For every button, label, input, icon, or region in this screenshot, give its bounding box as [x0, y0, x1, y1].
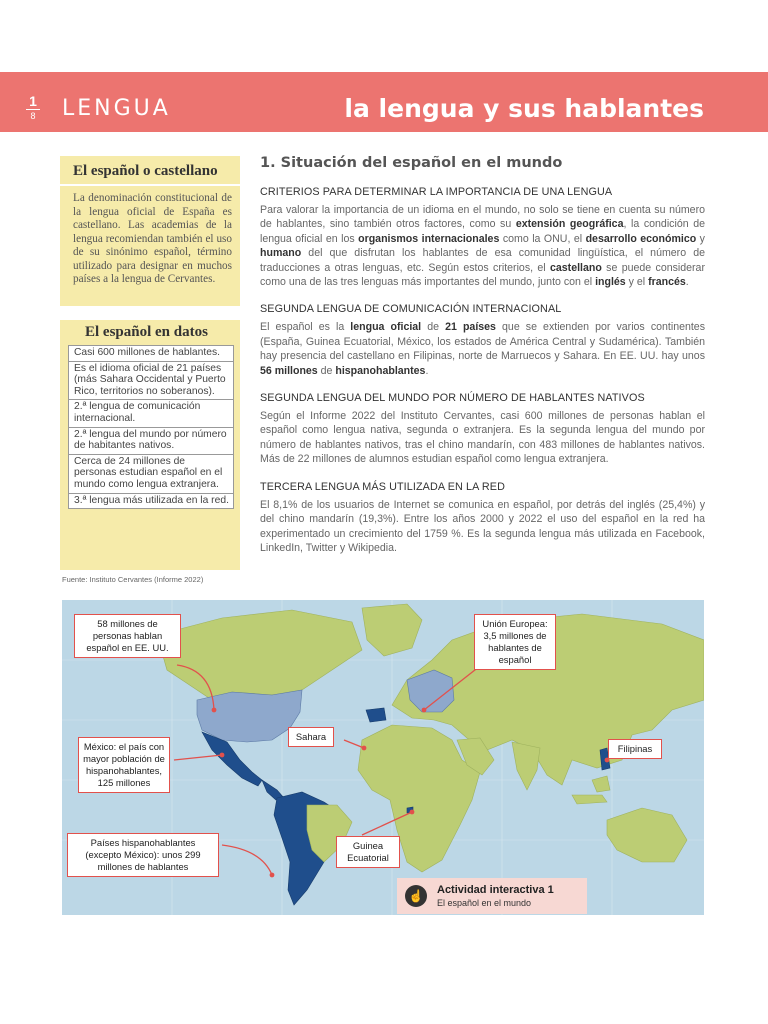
callout-sahara: Sahara [288, 727, 334, 747]
source-note: Fuente: Instituto Cervantes (Informe 2022) [62, 575, 204, 584]
data-list [68, 345, 234, 509]
greenland [362, 604, 422, 656]
callout-mexico: México: el país con mayor población de hispanohablantes, 125 millones [78, 737, 170, 793]
page-number [26, 94, 40, 121]
paragraph: Para valorar la importancia de un idioma en el mundo, no solo se tiene en cuenta su número de hablantes, sino también otros factores, como su extensión geográfica, la condición de lengua oficial en los organismos internacionales como la ONU, el desarrollo económico y humano del que disfrutan los hablantes de esa comunidad lingüística, el número de traducciones a otras lenguas, etc. Según estos criterios, el castellano se puede considerar como una de las tres lenguas más importantes del mundo, junto con el inglés y el francés. [260, 204, 705, 289]
indonesia [572, 795, 607, 804]
section-heading: 1. Situación del español en el mundo [260, 155, 563, 171]
data-item: Casi 600 millones de hablantes. [68, 345, 234, 362]
subsection-title: TERCERA LENGUA MÁS UTILIZADA EN LA RED [260, 480, 505, 493]
activity-subtitle: El español en el mundo [437, 898, 532, 908]
data-item: Es el idioma oficial de 21 países (más Sahara Occidental y Puerto Rico, territorios no soberanos). [68, 362, 234, 401]
world-map [62, 600, 704, 915]
touch-icon: ☝ [405, 885, 427, 907]
callout-guinea: Guinea Ecuatorial [336, 836, 400, 868]
callout-latam: Países hispanohablantes (excepto México): unos 299 millones de hablantes [67, 833, 219, 877]
page-title: la lengua y sus hablantes [344, 94, 704, 123]
india [512, 742, 540, 790]
data-box-title: El español en datos [85, 324, 208, 340]
paragraph: Según el Informe 2022 del Instituto Cervantes, casi 600 millones de personas hablan el español como lengua nativa, segunda o extranjera. Es la segunda lengua del mundo por número de hablantes nativos, tras el chino mandarín, con 483 millones de hablantes nativos. Más de 22 millones de alumnos estudian español como lengua extranjera. [260, 410, 705, 466]
info-box-text: La denominación constitucional de la lengua oficial de España es castellano. Las academias de la lengua recomiendan también el uso de su sinónimo español, término utilizado para designar en muchos países a la lengua de Cervantes. [73, 192, 232, 285]
callout-filipinas: Filipinas [608, 739, 662, 759]
australia [607, 808, 687, 862]
paragraph: El español es la lengua oficial de 21 países que se extienden por varios continentes (España, Guinea Ecuatorial, México, los estados de América Central y Sudamérica). También hay presencia del castellano en Filipinas, norte de Marruecos y Sahara. En EE. UU. hay unos 56 millones de hispanohablantes. [260, 321, 705, 377]
interactive-activity-button[interactable] [397, 878, 587, 914]
data-item: 2.ª lengua del mundo por número de habitantes nativos. [68, 428, 234, 455]
subsection-title: SEGUNDA LENGUA DE COMUNICACIÓN INTERNACIONAL [260, 303, 562, 316]
data-item: 3.ª lengua más utilizada en la red. [68, 494, 234, 510]
paragraph: El 8,1% de los usuarios de Internet se comunica en español, por detrás del inglés (25,4%) y del chino mandarín (19,3%). Entre los años 2000 y 2022 el uso del español en la red ha experimentado un crecimiento del 1759 %. Es la segunda lengua más utilizada en Facebook, LinkedIn, Twitter y Wikipedia. [260, 498, 705, 554]
section-label: LENGUA [62, 96, 171, 121]
info-box-castellano [60, 156, 240, 306]
callout-eu: Unión Europea: 3,5 millones de hablantes de español [474, 614, 556, 670]
main-content [260, 152, 705, 555]
activity-title: Actividad interactiva 1 [437, 884, 554, 896]
data-item: 2.ª lengua de comunicación internacional. [68, 400, 234, 427]
data-box [60, 320, 240, 570]
data-item: Cerca de 24 millones de personas estudian español en el mundo como lengua extranjera. [68, 455, 234, 494]
page-number-divider [26, 109, 40, 110]
callout-usa: 58 millones de personas hablan español en EE. UU. [74, 614, 181, 658]
subsection-title: CRITERIOS PARA DETERMINAR LA IMPORTANCIA DE UNA LENGUA [260, 186, 613, 198]
page-number-value: 1 [29, 93, 37, 109]
chapter-header [0, 72, 768, 132]
subsection-title: SEGUNDA LENGUA DEL MUNDO POR NÚMERO DE HABLANTES NATIVOS [260, 392, 645, 405]
info-box-title: El español o castellano [60, 156, 240, 186]
spain-region [366, 708, 386, 722]
page-number-total: 8 [30, 111, 36, 121]
borneo [592, 776, 610, 792]
north-america-north [157, 610, 362, 700]
